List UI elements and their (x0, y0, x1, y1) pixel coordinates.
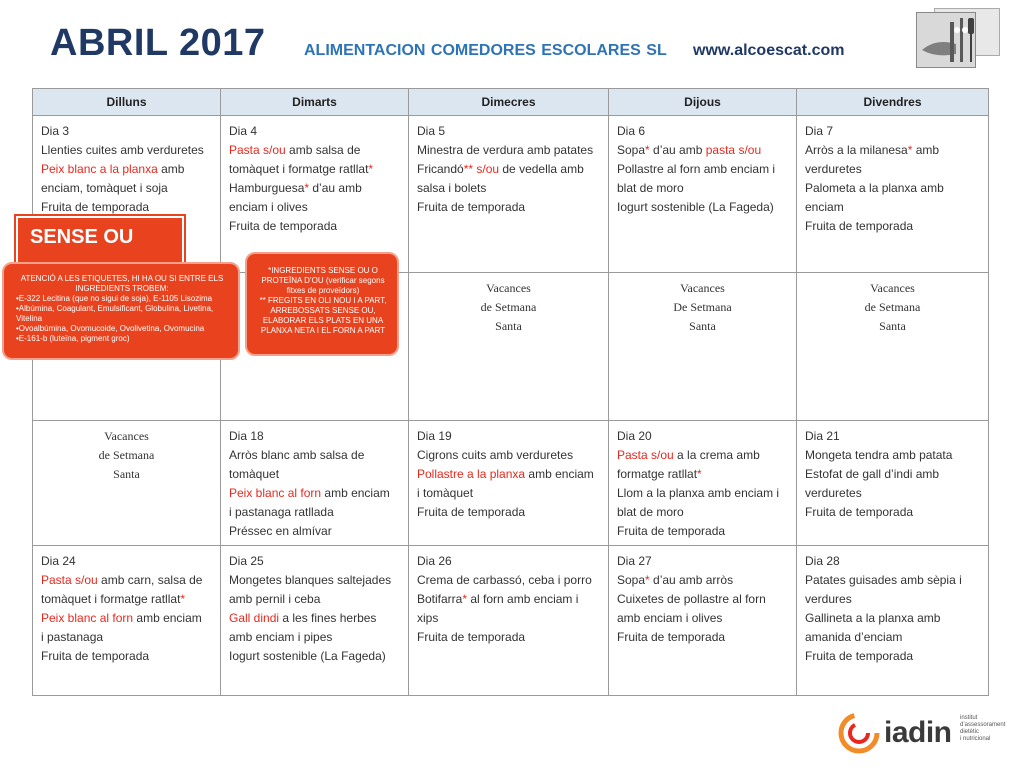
dish-text: Pollastre al forn amb enciam i (617, 162, 776, 176)
highlighted-text: Peix blanc a la planxa (41, 162, 158, 176)
day-menu-cell (609, 116, 797, 273)
day-menu-cell (609, 546, 797, 696)
highlighted-text: Pasta s/ou (617, 448, 674, 462)
dish-text: Dia 3 (41, 124, 70, 138)
dish-line (805, 590, 980, 609)
dish-line (805, 179, 980, 198)
day-menu-cell (609, 421, 797, 546)
holiday-text: Vacances (486, 281, 531, 295)
highlighted-text: * (907, 143, 913, 157)
dish-line (229, 647, 400, 666)
holiday-text: de Setmana (480, 300, 537, 314)
dish-line (41, 609, 212, 628)
dish-line (617, 446, 788, 465)
dish-text: formatge ratllat (617, 467, 698, 481)
weekday-header: Dimarts (221, 89, 409, 116)
dish-line (617, 160, 788, 179)
dish-text: Dia 19 (417, 429, 452, 443)
iadin-tagline: institut d’assessorament dietètic i nutricional (960, 715, 1006, 742)
dish-line (617, 571, 788, 590)
dish-line (805, 628, 980, 647)
day-menu-cell (221, 421, 409, 546)
dish-text: Dia 28 (805, 554, 840, 568)
dish-line (805, 503, 980, 522)
dish-text: Sopa (617, 573, 646, 587)
day-menu-cell (409, 421, 609, 546)
day-number (617, 552, 788, 571)
highlighted-text: * (368, 162, 374, 176)
highlighted-text: ** s/ou (463, 162, 500, 176)
dish-text: Llom a la planxa amb enciam i (617, 486, 780, 500)
highlighted-text: Gall dindi (229, 611, 280, 625)
dish-text: Fruita de temporada (41, 200, 150, 214)
dish-text: Dia 4 (229, 124, 258, 138)
sense-ou-banner (16, 216, 184, 266)
dish-text: Cuixetes de pollastre al forn (617, 592, 766, 606)
highlighted-text: Pasta s/ou (229, 143, 286, 157)
weekday-header: Dijous (609, 89, 797, 116)
holiday-cell (409, 273, 609, 421)
holiday-text: De Setmana (673, 300, 732, 314)
dish-line (41, 198, 212, 217)
dish-text: de vedella amb (499, 162, 584, 176)
iadin-mark-icon (838, 712, 880, 754)
dish-line (417, 179, 600, 198)
dish-text: Mongetes blanques saltejades (229, 573, 392, 587)
dish-text: Patates guisades amb sèpia i (805, 573, 962, 587)
dish-line (41, 179, 212, 198)
dish-text: Dia 26 (417, 554, 452, 568)
dish-text: amb enciam (133, 611, 202, 625)
warning-item: •E-322 Lecitina (que no sigui de soja), E-1105 Lisozima (16, 294, 213, 303)
website-link[interactable]: www.alcoescat.com (693, 42, 845, 59)
dish-line (229, 522, 400, 541)
dish-text: xips (417, 611, 439, 625)
dish-text: Dia 6 (617, 124, 646, 138)
dish-line (805, 141, 980, 160)
day-menu-cell (221, 546, 409, 696)
highlighted-text: * (462, 592, 468, 606)
day-menu-cell (797, 116, 989, 273)
iadin-wordmark: iadin (884, 716, 952, 749)
dish-text: amb enciam i pipes (229, 630, 333, 644)
dish-line (41, 647, 212, 666)
dish-text: blat de moro (617, 505, 684, 519)
dish-line (617, 590, 788, 609)
dish-text: i tomàquet (417, 486, 474, 500)
dish-line (229, 160, 400, 179)
day-number (805, 122, 980, 141)
highlighted-text: * (697, 467, 702, 481)
weekday-header: Divendres (797, 89, 989, 116)
dish-text: amb salsa de (285, 143, 361, 157)
dish-text: Préssec en almívar (229, 524, 332, 538)
dish-line (417, 628, 600, 647)
dish-text: verdures (805, 592, 852, 606)
dish-text: Dia 18 (229, 429, 264, 443)
dish-text: d’au amb (309, 181, 362, 195)
highlighted-text: * (645, 573, 650, 587)
dish-line (617, 484, 788, 503)
day-menu-cell (797, 421, 989, 546)
dish-text: amb carn, salsa de (97, 573, 203, 587)
dish-text: tomàquet i formatge ratllat (41, 592, 181, 606)
dish-text: enciam, tomàquet i soja (41, 181, 168, 195)
day-menu-cell (409, 546, 609, 696)
dish-line (417, 609, 600, 628)
dish-line (617, 609, 788, 628)
dish-text: verduretes (805, 162, 862, 176)
highlighted-text: * (304, 181, 310, 195)
dish-line (229, 217, 400, 236)
dish-line (41, 590, 212, 609)
day-number (617, 122, 788, 141)
dish-text: Fruita de temporada (805, 505, 914, 519)
dish-line (617, 179, 788, 198)
weekday-header: Dimecres (409, 89, 609, 116)
egg-free-preparation-note (245, 252, 399, 356)
dish-text: tomàquet (229, 467, 280, 481)
day-number (417, 552, 600, 571)
holiday-text: Santa (113, 467, 140, 481)
dish-text: amb pernil i ceba (229, 592, 321, 606)
holiday-cell (33, 421, 221, 546)
dish-line (417, 160, 600, 179)
dish-line (229, 198, 400, 217)
dish-text: Mongeta tendra amb patata (805, 448, 953, 462)
dish-line (417, 198, 600, 217)
day-number (417, 122, 600, 141)
dish-text: Estofat de gall d’indi amb (805, 467, 940, 481)
highlighted-text: * (180, 592, 186, 606)
dish-text: Iogurt sostenible (La Fageda) (229, 649, 386, 663)
dish-text: Iogurt sostenible (La Fageda) (617, 200, 774, 214)
dish-text: Cigrons cuits amb verduretes (417, 448, 574, 462)
dish-text: Fruita de temporada (41, 649, 150, 663)
holiday-text: Santa (495, 319, 522, 333)
dish-text: enciam i olives (229, 200, 308, 214)
dish-text: Arròs a la milanesa (805, 143, 908, 157)
day-number (229, 552, 400, 571)
holiday-text: de Setmana (98, 448, 155, 462)
dish-text: verduretes (805, 486, 862, 500)
note-item: *INGREDIENTS SENSE OU O PROTEÏNA D’OU (verificar segons fitxes de proveïdors) (261, 266, 385, 295)
week-row (33, 421, 989, 546)
dish-text: blat de moro (617, 181, 684, 195)
holiday-text: Vacances (680, 281, 725, 295)
dish-text: Dia 5 (417, 124, 446, 138)
holiday-text: Santa (879, 319, 906, 333)
day-menu-cell (33, 546, 221, 696)
dish-text: Dia 20 (617, 429, 652, 443)
dish-text: Fruita de temporada (617, 524, 726, 538)
note-item: ** FREGITS EN OLI NOU I A PART, ARREBOSSATS SENSE OU, ELABORAR ELS PLATS EN UNA PLANXA NETA I EL FORN A PART (259, 296, 387, 335)
page-title: ABRIL 2017 (50, 22, 266, 64)
day-number (805, 427, 980, 446)
holiday-cell (609, 273, 797, 421)
dish-text: Fricandó (417, 162, 464, 176)
dish-line (617, 503, 788, 522)
dish-text: Fruita de temporada (805, 219, 914, 233)
dish-text: Sopa (617, 143, 646, 157)
dish-line (417, 484, 600, 503)
dish-line (229, 446, 400, 465)
dish-text: Llenties cuites amb verduretes (41, 143, 204, 157)
dish-text: Dia 21 (805, 429, 840, 443)
dish-text: al forn amb enciam i (467, 592, 579, 606)
dish-line (229, 609, 400, 628)
dish-line (41, 571, 212, 590)
holiday-text: Santa (689, 319, 716, 333)
holiday-text: Vacances (870, 281, 915, 295)
dish-line (229, 571, 400, 590)
dish-line (417, 503, 600, 522)
dish-text: d’au amb (649, 143, 706, 157)
holiday-text: de Setmana (864, 300, 921, 314)
dish-text: i pastanaga ratllada (229, 505, 334, 519)
warning-item: •Albúmina, Coagulant, Emulsificant, Globulina, Livetina, Vitelina (16, 304, 214, 323)
cutlery-logo-icon (916, 8, 1000, 70)
dish-line (617, 141, 788, 160)
dish-line (417, 571, 600, 590)
dish-line (805, 484, 980, 503)
dish-text: Botifarra (417, 592, 463, 606)
dish-text: Dia 24 (41, 554, 76, 568)
day-number (805, 552, 980, 571)
dish-line (805, 217, 980, 236)
day-number (229, 427, 400, 446)
warning-item: •E-161-b (luteïna, pigment groc) (16, 334, 130, 343)
day-number (417, 427, 600, 446)
dish-text: Fruita de temporada (417, 200, 526, 214)
dish-line (417, 465, 600, 484)
dish-text: tomàquet i formatge ratllat (229, 162, 369, 176)
dish-line (229, 465, 400, 484)
day-menu-cell (797, 546, 989, 696)
sense-ou-label: SENSE OU (30, 226, 134, 248)
day-number (41, 122, 212, 141)
highlighted-text: Pasta s/ou (41, 573, 98, 587)
weekly-menu-table (32, 88, 989, 696)
dish-line (617, 522, 788, 541)
dish-text: Crema de carbassó, ceba i porro (417, 573, 592, 587)
dish-text: Fruita de temporada (617, 630, 726, 644)
holiday-cell (797, 273, 989, 421)
dish-line (229, 503, 400, 522)
dish-line (229, 628, 400, 647)
dish-line (229, 484, 400, 503)
dish-text: Dia 7 (805, 124, 834, 138)
dish-text: Fruita de temporada (229, 219, 338, 233)
dish-text: Dia 25 (229, 554, 264, 568)
dish-text: amb enciam (525, 467, 594, 481)
dish-line (41, 160, 212, 179)
dish-line (41, 141, 212, 160)
dish-line (229, 590, 400, 609)
dish-text: amb (912, 143, 940, 157)
holiday-text: Vacances (104, 429, 149, 443)
dish-line (41, 628, 212, 647)
highlighted-text: Peix blanc al forn (41, 611, 134, 625)
dish-text: enciam (805, 200, 844, 214)
dish-text: Minestra de verdura amb patates (417, 143, 594, 157)
highlighted-text: pasta s/ou (705, 143, 762, 157)
week-row (33, 546, 989, 696)
dish-line (617, 198, 788, 217)
dish-text: Fruita de temporada (417, 505, 526, 519)
dish-text: i pastanaga (41, 630, 104, 644)
highlighted-text: Pollastre a la planxa (417, 467, 526, 481)
dish-text: amb enciam (321, 486, 390, 500)
dish-text: Fruita de temporada (417, 630, 526, 644)
dish-text: amanida d’enciam (805, 630, 903, 644)
dish-line (617, 465, 788, 484)
day-number (617, 427, 788, 446)
warning-item: •Ovoalbúmina, Ovomucoide, Ovolivetina, Ovomucina (16, 324, 205, 333)
dish-line (229, 141, 400, 160)
dish-line (805, 465, 980, 484)
day-menu-cell (409, 116, 609, 273)
dish-line (805, 160, 980, 179)
weekday-header: Dilluns (33, 89, 221, 116)
dish-text: Hamburguesa (229, 181, 305, 195)
dish-line (417, 141, 600, 160)
dish-text: Gallineta a la planxa amb (805, 611, 941, 625)
dish-text: Arròs blanc amb salsa de (229, 448, 365, 462)
warning-heading: ATENCIÓ A LES ETIQUETES, HI HA OU SI ENTRE ELS INGREDIENTS TROBEM: (20, 274, 224, 293)
highlighted-text: Peix blanc al forn (229, 486, 322, 500)
day-menu-cell (221, 116, 409, 273)
dish-line (805, 571, 980, 590)
company-name: ALIMENTACION COMEDORES ESCOLARES SL (304, 42, 667, 59)
dish-text: Palometa a la planxa amb (805, 181, 944, 195)
dish-line (805, 446, 980, 465)
dish-line (805, 647, 980, 666)
dish-text: a la crema amb (673, 448, 760, 462)
dish-text: Fruita de temporada (805, 649, 914, 663)
dish-text: amb (157, 162, 185, 176)
dish-text: d’au amb arròs (649, 573, 734, 587)
highlighted-text: * (645, 143, 650, 157)
dish-text: Dia 27 (617, 554, 652, 568)
dish-text: amb enciam i olives (617, 611, 723, 625)
weekday-header-row (33, 89, 989, 116)
dish-line (805, 198, 980, 217)
egg-labels-warning-note (2, 262, 240, 360)
dish-text: a les fines herbes (279, 611, 377, 625)
dish-line (229, 179, 400, 198)
day-number (41, 552, 212, 571)
dish-text: salsa i bolets (417, 181, 487, 195)
dish-line (617, 628, 788, 647)
dish-line (417, 446, 600, 465)
dish-line (805, 609, 980, 628)
day-number (229, 122, 400, 141)
dish-line (417, 590, 600, 609)
